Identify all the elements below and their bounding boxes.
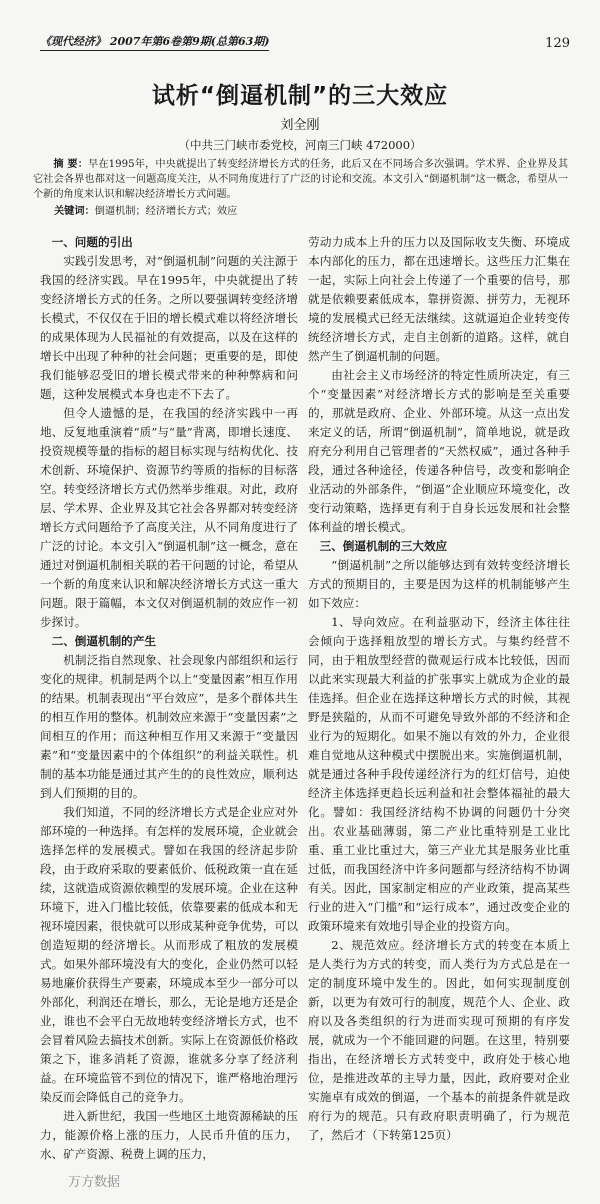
keywords-label: 关键词： (54, 206, 95, 217)
paragraph: 但令人遗憾的是，在我国的经济实践中一再地、反复地重演着“质”与“量”背离，即增长速度、投资规模等量的指标的超目标实现与结构优化、技术创新、环境保护、资源节约等质的指标的目标落空。转变经济增长方式仍然举步维艰。对此，政府层、学术界、企业界及其它社会各界都对转变经济增长方式问题给予了高度关注，从不同角度进行了广泛的讨论。本文引入“倒逼机制”这一概念，意在通过对倒逼机制相关联的若干问题的讨论，希望从一个新的角度来认识和解决经济增长方式这一重大问题。限于篇幅，本文仅对倒逼机制的效应作一初步探讨。 (40, 406, 298, 629)
keywords-text: 倒逼机制；经济增长方式；效应 (94, 206, 238, 217)
paragraph: 由社会主义市场经济的特定性质所决定，有三个“变量因素”对经济增长方式的影响是至关重要的，那就是政府、企业、外部环境。从这一点出发来定义的话，所谓“倒逼机制”，简单地说，就是政府充分利用自己管理者的“天然权威”，通过各种手段，通过各种途径，传递各种信号，改变和影响企业活动的外部条件，“倒逼”企业顺应环境变化，改变行动策略，选择更有利于自身长远发展和社会整体利益的增长模式。 (308, 368, 570, 534)
section-heading-3: 三、倒逼机制的三大效应 (319, 539, 448, 553)
paragraph: 2、规范效应。经济增长方式的转变在本质上是人类行为方式的转变，而人类行为方式总是在一定的制度环境中发生的。因此，如何实现制度创新，以更为有效可行的制度，规范个人、企业、政府以及各类组织的行为进而实现可预期的有序发展，就成为一个不能回避的问题。在这里，特别要指出，在经济增长方式转变中，政府处于核心地位，是推进改革的主导力量，因此，政府要对企业实施卓有成效的倒逼，一个基本的前提条件就是政府行为的规范。只有政府职责明确了，行为规范了，然后才（下转第125页） (308, 938, 570, 1142)
abstract (33, 157, 568, 202)
author: 刘全刚 (280, 118, 320, 133)
paragraph: 进入新世纪，我国一些地区土地资源稀缺的压力，能源价格上涨的压力，人民币升值的压力，水、矿产资源、税费上调的压力， (40, 1109, 298, 1161)
left-column (40, 233, 298, 1164)
affiliation: （中共三门峡市委党校，河南三门峡 472000） (178, 138, 422, 152)
abstract-label: 摘 要： (53, 159, 89, 170)
body-columns (40, 233, 570, 1164)
paragraph: 劳动力成本上升的压力以及国际收支失衡、环境成本内部化的压力，都在迅速增长。这些压力汇集在一起，实际上向社会上传递了一个重要的信号，那就是依赖要素低成本，靠拼资源、拼劳力，无视环境的发展模式已经无法继续。这就逼迫企业转变传统经济增长方式，走自主创新的道路。这样，就自然产生了倒逼机制的问题。 (308, 235, 570, 363)
paragraph: 机制泛指自然现象、社会现象内部组织和运行变化的规律。机制是两个以上“变量因素”相互作用的结果。机制表现出“平台效应”，是多个群体共生的相互作用的整体。机制效应来源于“变量因素”之间相互的作用；而这种相互作用又来源于“变量因素”和“变量因素中的个体组织”的利益关联性。机制的基本功能是通过其产生的的良性效应，顺利达到人们预期的目的。 (40, 653, 298, 800)
paragraph: 1、导向效应。在利益驱动下，经济主体往往会倾向于选择粗放型的增长方式。与集约经营不同，由于粗放型经营的微观运行成本比较低，因而以此来实现最大利益的扩张事实上就成为企业的最佳选择。但企业在选择这种增长方式的时候，其视野是狭隘的，从而不可避免导致外部的不经济和企业行为的短期化。如果不施以有效的外力，企业很难自觉地从这种模式中摆脱出来。实施倒逼机制，就是通过各种手段传递经济行为的红灯信号，迫使经济主体选择更趋长远利益和社会整体福祉的最大化。譬如：我国经济结构不协调的问题仍十分突出。农业基础薄弱，第二产业比重特别是工业比重、重工业比重过大，第三产业尤其是服务业比重过低，而我国经济中许多问题都与经济结构不协调有关。因此，国家制定相应的产业政策，提高某些行业的进入“门槛”和“运行成本”，通过改变企业的政策环境来有效地引导企业的投资方向。 (308, 615, 570, 933)
section-heading-2: 二、倒逼机制的产生 (51, 634, 156, 648)
paragraph: 我们知道，不同的经济增长方式是企业应对外部环境的一种选择。有怎样的发展环境，企业就会选择怎样的发展模式。譬如在我国的经济起步阶段，由于政府采取的要素低价、低税政策一直在延续，这就造成资源依赖型的发展环境。企业在这种环境下，进入门槛比较低，依靠要素的低成本和无视环境因素，很快就可以形成某种竞争优势，可以创造短期的经济增长。从而形成了粗放的发展模式。如果外部环境没有大的变化，企业仍然可以轻易地廉价获得生产要素，环境成本至少一部分可以外部化，利润还在增长，那么，无论是地方还是企业，谁也不会平白无故地转变经济增长方式，也不会冒着风险去搞技术创新。实际上在资源低价格政策之下，谁多消耗了资源，谁就多分享了经济利益。在环境监管不到位的情况下，谁严格地治理污染反而会降低自己的竞争力。 (40, 805, 298, 1104)
journal-header: 《现代经济》 2007年第6卷第9期(总第63期) (40, 33, 269, 51)
page-number: 129 (545, 36, 570, 51)
watermark: 万方数据 (68, 1175, 121, 1190)
right-column (308, 233, 570, 1164)
keywords (54, 204, 570, 219)
running-header (40, 33, 570, 51)
article-title: 试析“倒逼机制”的三大效应 (151, 83, 449, 109)
paragraph: 实践引发思考，对“倒逼机制”问题的关注源于我国的经济实践。早在1995年，中央就提出了转变经济增长方式的任务。之所以要强调转变经济增长模式，不仅仅在于旧的增长模式难以将经济增长的成果体现为人民福祉的有效提高，以及在这样的增长中出现了种种的社会问题；更重要的是，即使我们能够忍受旧的增长模式带来的种种弊病和问题，这种发展模式本身也走不下去了。 (40, 254, 298, 401)
section-heading-1: 一、问题的引出 (51, 235, 133, 249)
paragraph: “倒逼机制”之所以能够达到有效转变经济增长方式的预期目的，主要是因为这样的机制能够产生如下效应： (308, 558, 570, 610)
abstract-text: 早在1995年，中央就提出了转变经济增长方式的任务，此后又在不同场合多次强调。学术界、企业界及其它社会各界也都对这一问题高度关注，从不同角度进行了广泛的讨论和交流。本文引入“倒逼机制”这一概念，希望从一个新的角度来认识和解决经济增长方式问题。 (33, 159, 569, 200)
